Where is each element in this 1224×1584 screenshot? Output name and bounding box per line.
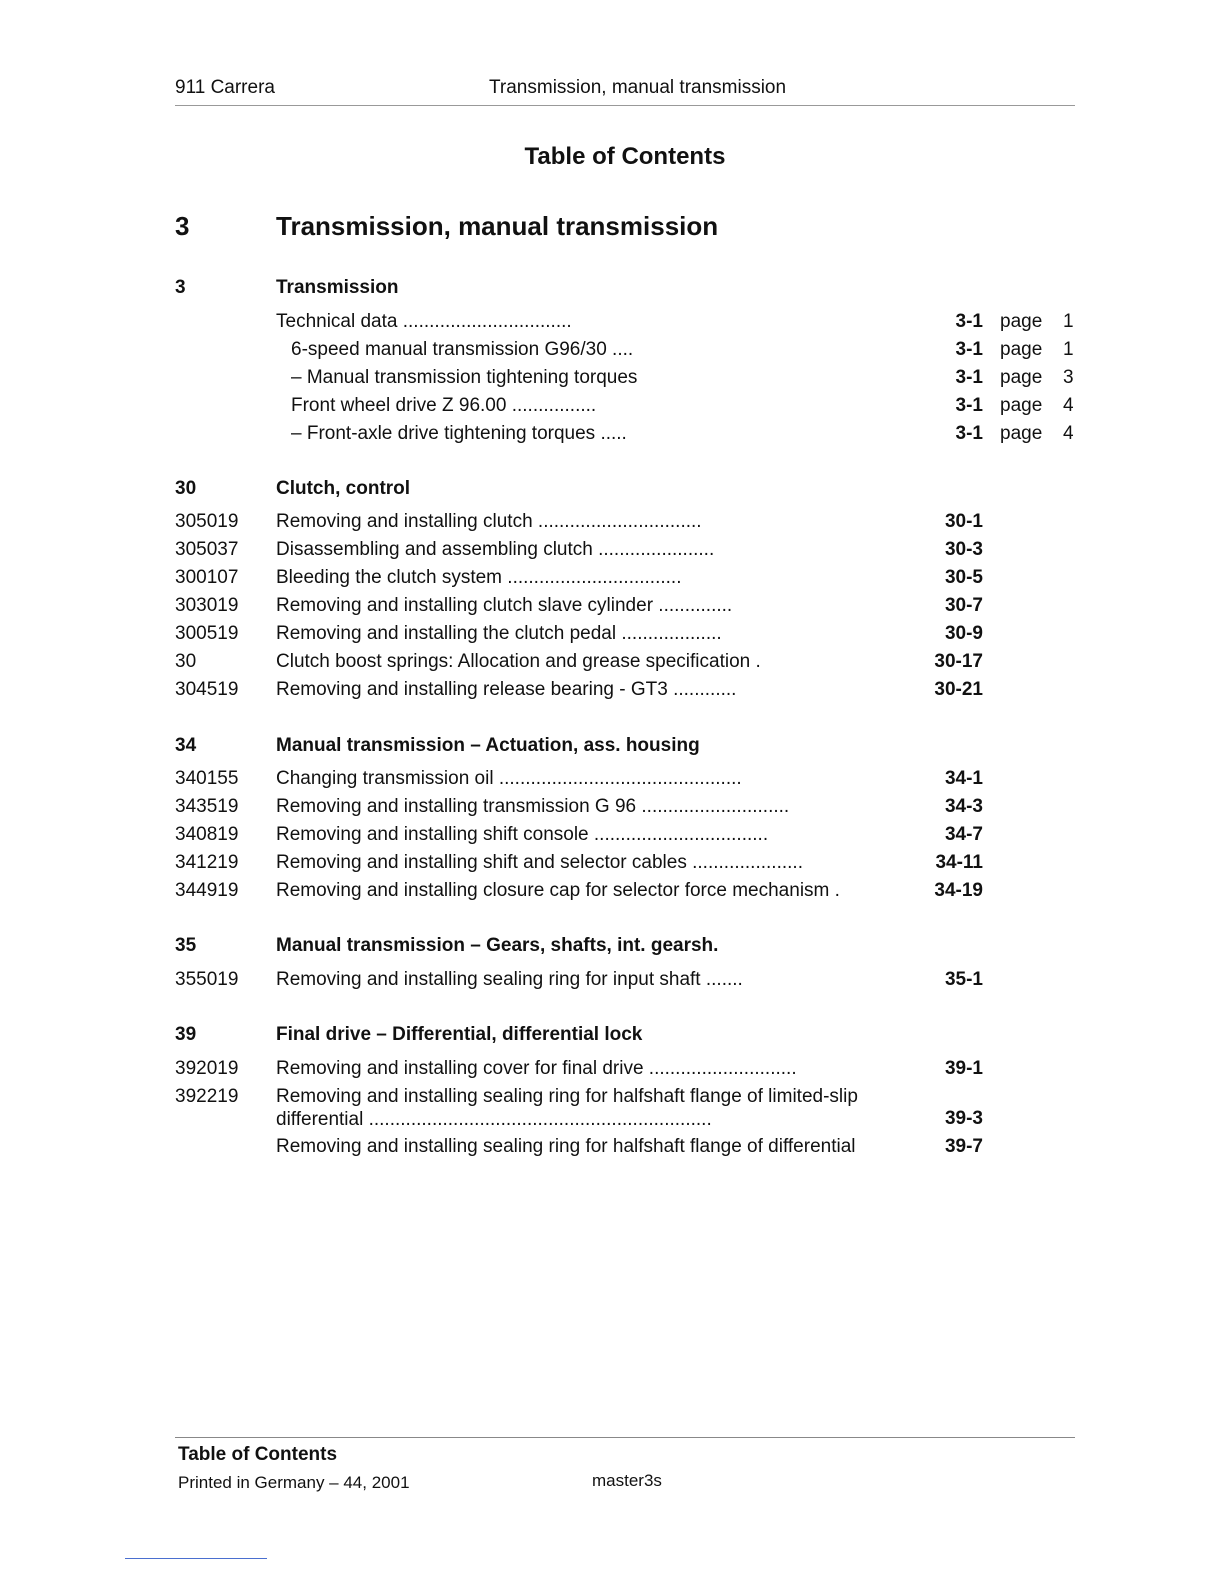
- toc-entry[interactable]: [0, 395, 1224, 423]
- entry-text: – Manual transmission tightening torques: [291, 367, 638, 388]
- entry-ref: 3-1: [955, 423, 983, 444]
- section-number: 34: [175, 735, 197, 756]
- entry-ref: 3-1: [955, 311, 983, 332]
- entry-code: 340819: [175, 824, 239, 845]
- entry-text: Removing and installing shift and selector cables .....................: [276, 852, 803, 873]
- toc-entry[interactable]: [0, 339, 1224, 367]
- entry-text: – Front-axle drive tightening torques .....: [291, 423, 627, 444]
- toc-entry[interactable]: [0, 367, 1224, 395]
- header-chapter: Transmission, manual transmission: [489, 77, 787, 98]
- toc-entry[interactable]: [0, 623, 1224, 651]
- entry-text: Removing and installing cover for final drive ............................: [276, 1058, 797, 1079]
- entry-ref: 34-1: [944, 768, 983, 789]
- chapter-title: Transmission, manual transmission: [276, 211, 719, 241]
- entry-ref: 39-3: [944, 1108, 983, 1129]
- entry-text: Disassembling and assembling clutch ......................: [276, 539, 715, 560]
- entry-ref: 30-9: [944, 623, 983, 644]
- entry-page: 4: [1063, 423, 1074, 444]
- entry-ref: 39-1: [944, 1058, 983, 1079]
- toc-entry[interactable]: [0, 539, 1224, 567]
- toc-entry[interactable]: [0, 852, 1224, 880]
- toc-entry[interactable]: [0, 880, 1224, 908]
- entry-text: Removing and installing transmission G 96 ............................: [276, 796, 790, 817]
- entry-code: 343519: [175, 796, 239, 817]
- entry-page: 1: [1063, 311, 1074, 332]
- entry-text: Technical data ................................: [276, 311, 572, 332]
- entry-ref: 34-3: [944, 796, 983, 817]
- section-title: Clutch, control: [276, 478, 411, 499]
- section-title: Manual transmission – Actuation, ass. housing: [276, 735, 700, 756]
- header-model: 911 Carrera: [175, 77, 275, 98]
- entry-text: Bleeding the clutch system .................................: [276, 567, 682, 588]
- entry-ref: 34-19: [934, 880, 983, 901]
- toc-entry[interactable]: [0, 1086, 1224, 1142]
- entry-page-word: page: [1000, 395, 1043, 416]
- entry-ref: 30-1: [944, 511, 983, 532]
- toc-entry[interactable]: [0, 768, 1224, 796]
- entry-text: Removing and installing release bearing - GT3 ............: [276, 679, 737, 700]
- entry-code: 304519: [175, 679, 239, 700]
- entry-page-word: page: [1000, 367, 1043, 388]
- section-title: Final drive – Differential, differential lock: [276, 1024, 643, 1045]
- entry-ref: 34-11: [935, 852, 983, 873]
- section-number: 3: [175, 277, 186, 298]
- entry-text: Removing and installing sealing ring for halfshaft flange of limited-slip: [276, 1086, 858, 1107]
- bottom-link-rule: [125, 1558, 267, 1559]
- entry-code: 392019: [175, 1058, 239, 1079]
- entry-text-continued: differential .................................................................: [276, 1109, 712, 1130]
- page-title: Table of Contents: [524, 143, 726, 170]
- entry-page: 1: [1063, 339, 1074, 360]
- entry-text: Front wheel drive Z 96.00 ................: [291, 395, 597, 416]
- entry-text: Removing and installing sealing ring for halfshaft flange of differential: [276, 1136, 856, 1157]
- toc-entry[interactable]: [0, 651, 1224, 679]
- entry-ref: 34-7: [944, 824, 983, 845]
- chapter-number: 3: [175, 211, 190, 241]
- entry-code: 341219: [175, 852, 239, 873]
- entry-text: Changing transmission oil ..............................................: [276, 768, 742, 789]
- entry-ref: 3-1: [955, 339, 983, 360]
- entry-text: Removing and installing sealing ring for input shaft .......: [276, 969, 743, 990]
- entry-code: 300107: [175, 567, 239, 588]
- entry-page: 4: [1063, 395, 1074, 416]
- entry-text: Removing and installing closure cap for selector force mechanism .: [276, 880, 840, 901]
- entry-text: Removing and installing clutch slave cylinder ..............: [276, 595, 733, 616]
- entry-ref: 3-1: [955, 367, 983, 388]
- section-title: Transmission: [276, 277, 399, 298]
- footer-printed: Printed in Germany – 44, 2001: [178, 1473, 410, 1492]
- entry-page-word: page: [1000, 423, 1043, 444]
- footer-rule: [175, 1437, 1075, 1438]
- section-number: 39: [175, 1024, 197, 1045]
- entry-page-word: page: [1000, 339, 1043, 360]
- header-rule: [175, 105, 1075, 106]
- entry-ref: 39-7: [944, 1136, 983, 1157]
- footer-master: master3s: [592, 1471, 662, 1490]
- entry-ref: 30-21: [934, 679, 983, 700]
- entry-code: 300519: [175, 623, 239, 644]
- entry-code: 344919: [175, 880, 239, 901]
- section-title: Manual transmission – Gears, shafts, int. gearsh.: [276, 935, 719, 956]
- entry-code: 305037: [175, 539, 239, 560]
- toc-entry[interactable]: [0, 1136, 1224, 1164]
- footer-title: Table of Contents: [178, 1444, 338, 1465]
- entry-ref: 30-5: [944, 567, 983, 588]
- entry-page: 3: [1063, 367, 1074, 388]
- entry-text: Clutch boost springs: Allocation and grease specification .: [276, 651, 761, 672]
- entry-page-word: page: [1000, 311, 1043, 332]
- section-number: 30: [175, 478, 197, 499]
- toc-entry[interactable]: [0, 679, 1224, 707]
- toc-entry[interactable]: [0, 824, 1224, 852]
- section-number: 35: [175, 935, 197, 956]
- entry-code: 30: [175, 651, 197, 672]
- toc-entry[interactable]: [0, 796, 1224, 824]
- entry-text: Removing and installing clutch ...............................: [276, 511, 702, 532]
- entry-text: 6-speed manual transmission G96/30 ....: [291, 339, 634, 360]
- entry-ref: 30-17: [934, 651, 983, 672]
- toc-entry[interactable]: [0, 511, 1224, 539]
- entry-ref: 30-7: [944, 595, 983, 616]
- toc-entry[interactable]: [0, 311, 1224, 339]
- entry-code: 392219: [175, 1086, 239, 1107]
- entry-code: 303019: [175, 595, 239, 616]
- entry-ref: 30-3: [944, 539, 983, 560]
- toc-entry[interactable]: [0, 1058, 1224, 1086]
- toc-entry[interactable]: [0, 423, 1224, 451]
- toc-entry[interactable]: [0, 595, 1224, 623]
- entry-ref: 3-1: [955, 395, 983, 416]
- entry-code: 305019: [175, 511, 239, 532]
- entry-text: Removing and installing shift console .................................: [276, 824, 769, 845]
- entry-text: Removing and installing the clutch pedal ...................: [276, 623, 722, 644]
- toc-entry[interactable]: [0, 567, 1224, 595]
- entry-code: 340155: [175, 768, 239, 789]
- toc-entry[interactable]: [0, 969, 1224, 997]
- entry-ref: 35-1: [944, 969, 983, 990]
- entry-code: 355019: [175, 969, 239, 990]
